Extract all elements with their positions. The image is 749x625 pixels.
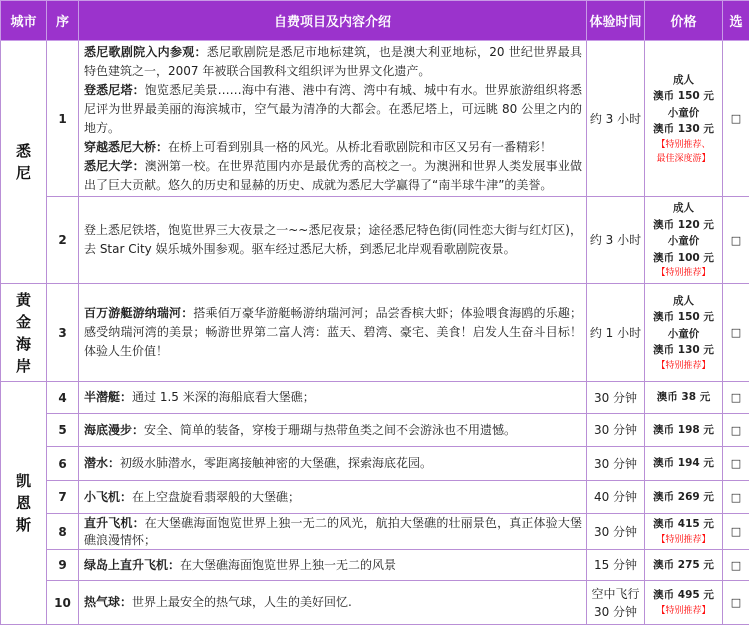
item-title: 穿越悉尼大桥： — [84, 139, 169, 154]
header-time: 体验时间 — [587, 1, 645, 41]
item-paragraph — [84, 556, 582, 575]
item-text: 在桥上可看到别具一格的风光。从桥北看歌剧院和市区又另有一番精彩！ — [168, 139, 553, 154]
item-text: 安全、简单的装备，穿梭于珊瑚与热带鱼类之间不会游泳也不用遗憾。 — [144, 422, 517, 437]
item-paragraph — [84, 157, 582, 195]
experience-time — [587, 197, 645, 284]
price-amount: 澳币 495 元 — [653, 589, 714, 602]
price-child-label: 小童价 — [667, 327, 700, 340]
price-amount: 澳币 194 元 — [653, 457, 714, 470]
table-row — [1, 41, 749, 197]
select-cell — [723, 284, 749, 382]
select-cell — [723, 581, 749, 625]
time-text: 空中飞行 — [591, 586, 640, 601]
item-title: 悉尼歌剧院入内参观： — [84, 44, 207, 59]
item-title: 半潜艇： — [84, 390, 133, 404]
item-text: 饱览悉尼美景……海中有港、港中有湾、湾中有城、城中有水。世界旅游组织将悉尼评为世界最美丽的海滨城市，空气最为清净的大都会。在悉尼塔上，可远眺 80 公里之内的地方。 — [84, 82, 582, 135]
table-row — [1, 514, 749, 550]
time-text: 30 分钟 — [593, 604, 638, 619]
price-adult-label: 成人 — [673, 202, 694, 214]
header-price: 价格 — [645, 1, 723, 41]
item-title: 绿岛上直升飞机： — [84, 557, 181, 572]
time-text: 约 3 小时 — [589, 233, 642, 247]
item-paragraph — [84, 454, 582, 473]
item-title: 登悉尼塔： — [84, 82, 145, 97]
price-amount: 澳币 198 元 — [653, 423, 714, 436]
price-child: 澳币 100 元 — [653, 251, 714, 264]
price-child: 澳币 130 元 — [653, 344, 714, 356]
item-description — [79, 382, 587, 414]
select-checkbox[interactable]: □ — [730, 457, 742, 470]
price-cell — [645, 197, 723, 284]
price-cell — [645, 414, 723, 447]
row-number: 5 — [47, 414, 79, 447]
item-text: 初级水肺潜水，零距离接触神密的大堡礁，探索海底花园。 — [120, 456, 433, 470]
price-adult-label: 成人 — [673, 294, 694, 307]
price-cell — [645, 41, 723, 197]
select-cell — [723, 514, 749, 550]
select-cell — [723, 382, 749, 414]
recommend-note: 【特别推荐】 — [656, 534, 711, 545]
experience-time — [587, 284, 645, 382]
item-paragraph — [84, 43, 582, 81]
time-text: 约 3 小时 — [589, 111, 642, 126]
item-text: 在上空盘旋看翡翠般的大堡礁； — [132, 489, 301, 504]
price-child: 澳币 130 元 — [653, 123, 714, 135]
row-number: 7 — [47, 481, 79, 514]
table-row — [1, 382, 749, 414]
item-description — [79, 447, 587, 481]
item-text: 登上悉尼铁塔，饱览世界三大夜景之一~~悉尼夜景；途径悉尼特色街(同性恋大街与红灯区)，去 Star City 娱乐城外围参观。驱车经过悉尼大桥，到悉尼北岸观看歌剧院夜景。 — [84, 223, 582, 256]
price-cell — [645, 481, 723, 514]
item-title: 小飞机： — [84, 489, 133, 504]
price-cell — [645, 514, 723, 550]
price-cell — [645, 581, 723, 625]
item-paragraph — [84, 593, 582, 612]
time-text: 30 分钟 — [593, 524, 638, 539]
item-description — [79, 197, 587, 284]
price-adult: 澳币 120 元 — [653, 218, 714, 231]
recommend-note: 【特别推荐】 — [656, 268, 711, 278]
experience-time — [587, 550, 645, 581]
row-number: 3 — [47, 284, 79, 382]
city-cell-cairns — [1, 382, 47, 625]
city-name: 悉尼 — [15, 142, 31, 182]
experience-time — [587, 41, 645, 197]
recommend-note: 【特别推荐、 — [656, 139, 711, 150]
recommend-note: 最佳深度游】 — [656, 153, 711, 164]
select-cell — [723, 197, 749, 284]
item-description — [79, 284, 587, 382]
row-number: 9 — [47, 550, 79, 581]
select-checkbox[interactable]: □ — [730, 326, 742, 339]
experience-time — [587, 581, 645, 625]
table-header-row — [1, 1, 749, 41]
item-description — [79, 414, 587, 447]
item-title: 百万游艇游纳瑞河： — [84, 306, 194, 320]
select-cell — [723, 414, 749, 447]
price-adult: 澳币 150 元 — [653, 311, 714, 323]
select-checkbox[interactable]: □ — [730, 112, 742, 125]
item-text: 世界上最安全的热气球，人生的美好回忆. — [132, 595, 352, 609]
row-number: 2 — [47, 197, 79, 284]
item-paragraph — [84, 138, 582, 157]
select-checkbox[interactable]: □ — [730, 391, 742, 404]
city-cell-gold-coast — [1, 284, 47, 382]
table-row — [1, 197, 749, 284]
select-cell — [723, 550, 749, 581]
item-title: 悉尼大学： — [84, 158, 145, 173]
time-text: 30 分钟 — [593, 456, 638, 471]
item-text: 悉尼歌剧院是悉尼市地标建筑，也是澳大利亚地标，20 世纪世界最具特色建筑之一，2007 年被联合国教科文组织评为世界文化遗产。 — [84, 44, 582, 78]
item-title: 海底漫步： — [84, 422, 145, 437]
price-amount: 澳币 38 元 — [656, 391, 711, 404]
price-child-label: 小童价 — [667, 106, 700, 119]
item-title: 潜水： — [84, 456, 121, 470]
price-cell — [645, 550, 723, 581]
row-number: 4 — [47, 382, 79, 414]
item-paragraph — [84, 388, 582, 407]
experience-time — [587, 414, 645, 447]
price-child-label: 小童价 — [667, 235, 700, 247]
item-paragraph — [84, 221, 582, 259]
item-text: 在大堡礁海面饱览世界上独一无二的风光，航拍大堡礁的壮丽景色，真正体验大堡礁浪漫情怀； — [84, 515, 582, 547]
experience-time — [587, 447, 645, 481]
table-row — [1, 550, 749, 581]
city-cell-sydney — [1, 41, 47, 284]
header-item: 自费项目及内容介绍 — [79, 1, 587, 41]
select-cell — [723, 41, 749, 197]
item-description — [79, 481, 587, 514]
select-cell — [723, 447, 749, 481]
item-title: 直升飞机： — [84, 515, 145, 530]
item-text: 通过 1.5 米深的海船底看大堡礁； — [132, 390, 315, 404]
price-amount: 澳币 415 元 — [653, 518, 714, 531]
item-paragraph — [84, 81, 582, 138]
item-description — [79, 581, 587, 625]
select-checkbox[interactable]: □ — [730, 233, 742, 247]
item-description — [79, 514, 587, 550]
select-checkbox[interactable]: □ — [730, 558, 742, 572]
table-row — [1, 447, 749, 481]
item-paragraph — [84, 304, 582, 361]
table-row — [1, 284, 749, 382]
experience-time — [587, 481, 645, 514]
recommend-note: 【特别推荐】 — [656, 360, 711, 371]
item-description — [79, 41, 587, 197]
price-amount: 澳币 275 元 — [653, 558, 714, 571]
item-description — [79, 550, 587, 581]
price-amount: 澳币 269 元 — [653, 490, 714, 503]
item-text: 在大堡礁海面饱览世界上独一无二的风景 — [180, 557, 397, 572]
price-adult: 澳币 150 元 — [653, 90, 714, 102]
item-title: 热气球： — [84, 595, 133, 609]
select-checkbox[interactable]: □ — [730, 423, 742, 437]
item-text: 搭乘佰万豪华游艇畅游纳瑞河河；品尝香槟大虾；体验喂食海鸥的乐趣；感受纳瑞河湾的美景；畅游世界第二富人湾：蓝天、碧湾、豪宅、美食！启发人生奋斗目标！体验人生价值！ — [84, 306, 582, 358]
item-paragraph — [84, 515, 582, 549]
header-city: 城市 — [1, 1, 47, 41]
item-text: 澳洲第一校。在世界范围内亦是最优秀的高校之一。为澳洲和世界人类发展事业做出了巨大贡献。悠久的历史和显赫的历史、成就为悉尼大学赢得了“南半球牛津”的美誉。 — [84, 158, 582, 192]
price-cell — [645, 382, 723, 414]
time-text: 30 分钟 — [593, 390, 638, 405]
header-select: 选 — [723, 1, 749, 41]
item-paragraph — [84, 488, 582, 507]
select-cell — [723, 481, 749, 514]
price-cell — [645, 284, 723, 382]
time-text: 40 分钟 — [593, 490, 638, 504]
price-cell — [645, 447, 723, 481]
experience-time — [587, 514, 645, 550]
select-checkbox[interactable]: □ — [730, 596, 742, 609]
table-row — [1, 481, 749, 514]
city-name: 凯恩斯 — [15, 472, 31, 534]
row-number: 8 — [47, 514, 79, 550]
row-number: 10 — [47, 581, 79, 625]
select-checkbox[interactable]: □ — [730, 525, 742, 538]
price-adult-label: 成人 — [673, 73, 694, 86]
time-text: 约 1 小时 — [589, 325, 642, 340]
select-checkbox[interactable]: □ — [730, 490, 742, 504]
header-number: 序 — [47, 1, 79, 41]
city-name: 黄金海岸 — [15, 290, 31, 375]
recommend-note: 【特别推荐】 — [656, 605, 711, 616]
experience-time — [587, 382, 645, 414]
item-paragraph — [84, 421, 582, 440]
row-number: 1 — [47, 41, 79, 197]
time-text: 15 分钟 — [593, 558, 638, 572]
table-row — [1, 581, 749, 625]
table-row — [1, 414, 749, 447]
row-number: 6 — [47, 447, 79, 481]
time-text: 30 分钟 — [593, 423, 638, 437]
